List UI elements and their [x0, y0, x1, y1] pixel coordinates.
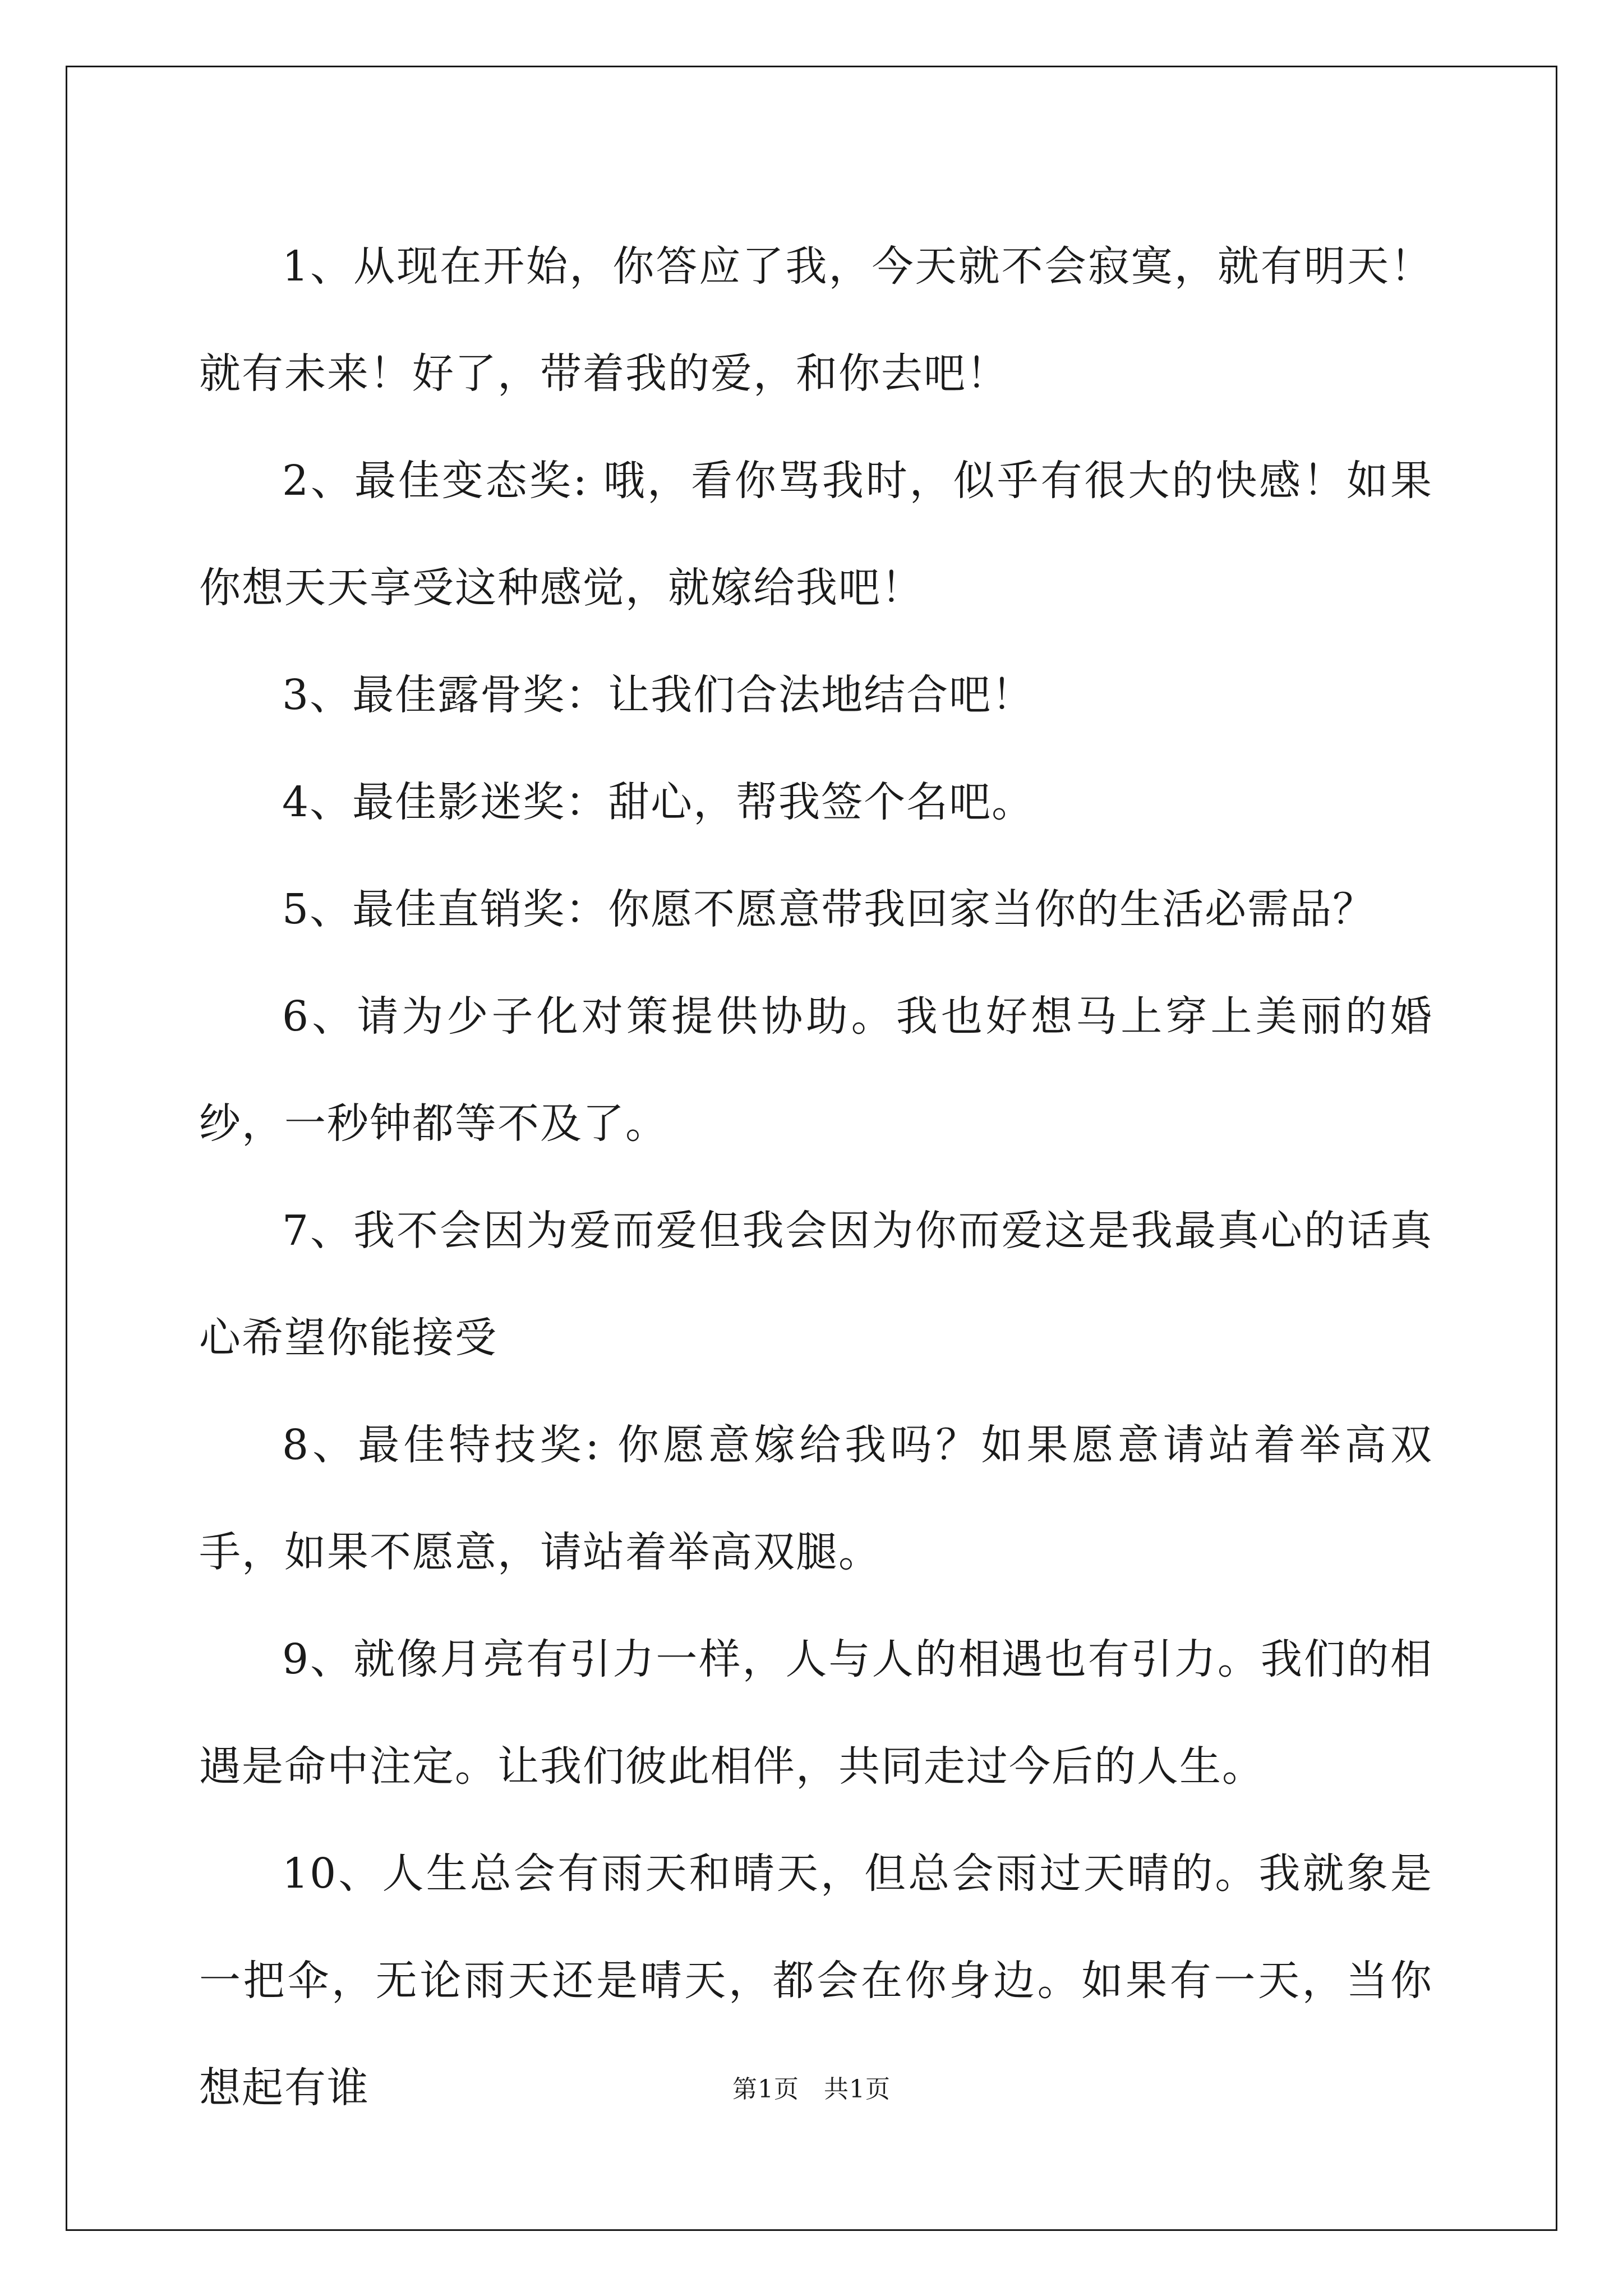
- paragraph-8: 8、最佳特技奖: 你愿意嫁给我吗？如果愿意请站着举高双手，如果不愿意，请站着举高双腿。: [199, 1421, 1433, 1576]
- page-footer: [0, 2069, 1623, 2105]
- paragraph-9: 9、就像月亮有引力一样，人与人的相遇也有引力。我们的相遇是命中注定。让我们彼此相伴，共同走过今后的人生。: [199, 1635, 1433, 1791]
- paragraph-10: 10、人生总会有雨天和晴天，但总会雨过天晴的。我就象是一把伞，无论雨天还是晴天，都会在你身边。如果有一天，当你想起有谁: [199, 1849, 1433, 2112]
- paragraph-3: 3、最佳露骨奖：让我们合法地结合吧！: [282, 671, 1035, 719]
- paragraph-7: 7、我不会因为爱而爱但我会因为你而爱这是我最真心的话真心希望你能接受: [199, 1207, 1433, 1362]
- paragraph-4: 4、最佳影迷奖：甜心，帮我签个名吧。: [282, 778, 1035, 826]
- paragraph-1: 1、从现在开始，你答应了我，今天就不会寂寞，就有明天！就有未来！好了，带着我的爱，和你去吧！: [199, 242, 1433, 398]
- document-body: [199, 213, 1433, 2142]
- paragraph-6: 6、请为少子化对策提供协助。我也好想马上穿上美丽的婚纱，一秒钟都等不及了。: [199, 992, 1433, 1148]
- paragraph-5: 5、最佳直销奖：你愿不愿意带我回家当你的生活必需品？: [282, 885, 1376, 933]
- paragraph-2: 2、最佳变态奖: 哦，看你骂我时，似乎有很大的快感！如果你想天天享受这种感觉，就嫁给我吧！: [199, 457, 1433, 612]
- page-total: 共1页: [824, 2075, 891, 2104]
- page-number: 第1页: [732, 2075, 799, 2104]
